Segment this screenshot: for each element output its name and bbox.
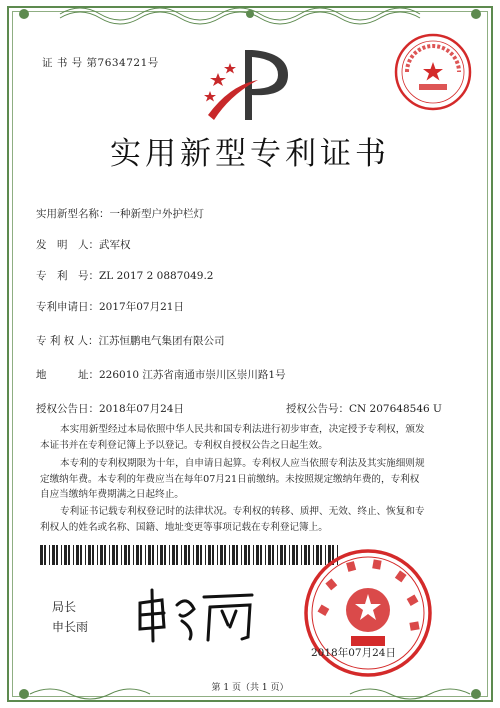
text-line: 本实用新型经过本局依照中华人民共和国专利法进行初步审查，决定授予专利权，颁发 bbox=[60, 424, 425, 435]
field-label: 专 利 权 人： bbox=[36, 335, 99, 347]
field-value: CN 207648546 U bbox=[349, 403, 442, 415]
paragraph-term bbox=[40, 456, 460, 503]
grant-number-field bbox=[286, 401, 442, 416]
text-line: 专利证书记载专利权登记时的法律状况。专利权的转移、质押、无效、终止、恢复和专 bbox=[60, 506, 425, 517]
inventor-field bbox=[36, 237, 131, 252]
barcode bbox=[40, 545, 340, 565]
director-name: 申长雨 bbox=[52, 620, 89, 634]
agency-seal bbox=[393, 32, 473, 112]
field-value: 武军权 bbox=[99, 239, 131, 251]
utility-model-name-field bbox=[36, 206, 204, 221]
filing-date-field bbox=[36, 299, 184, 314]
address-field bbox=[36, 367, 286, 382]
field-value: ZL 2017 2 0887049.2 bbox=[99, 270, 214, 282]
paragraph-status bbox=[40, 504, 460, 535]
patent-number-field bbox=[36, 268, 213, 283]
text-line: 利权人的姓名或名称、国籍、地址变更等事项记载在专利登记簿上。 bbox=[40, 521, 328, 533]
field-value: 2017年07月21日 bbox=[99, 301, 184, 313]
text-line: 定缴纳年费。本专利的年费应当在每年07月21日前缴纳。未按照规定缴纳年费的，专利权 bbox=[40, 473, 420, 485]
field-label: 地 址： bbox=[36, 369, 99, 381]
patent-office-logo bbox=[200, 45, 295, 125]
certificate-title: 实用新型专利证书 bbox=[110, 136, 390, 172]
paragraph-grant bbox=[40, 422, 460, 453]
page-number: 第 1 页（共 1 页） bbox=[211, 683, 289, 693]
field-value: 江苏恒鹏电气集团有限公司 bbox=[98, 335, 225, 347]
certificate-number: 证 书 号 第7634721号 bbox=[42, 57, 159, 69]
director-signature bbox=[132, 585, 262, 645]
field-label: 实用新型名称： bbox=[36, 208, 110, 220]
text-line: 本专利的专利权期限为十年，自申请日起算。专利权人应当依照专利法及其实施细则规 bbox=[60, 458, 425, 469]
field-value: 一种新型户外护栏灯 bbox=[109, 208, 204, 220]
text-line: 本证书并在专利登记簿上予以登记。专利权自授权公告之日起生效。 bbox=[40, 439, 328, 451]
text-line: 自应当缴纳年费期满之日起终止。 bbox=[40, 489, 184, 500]
field-label: 专 利 号： bbox=[36, 270, 99, 282]
patentee-field bbox=[36, 333, 225, 348]
grant-date-field bbox=[36, 401, 184, 416]
field-value: 2018年07月24日 bbox=[99, 403, 184, 415]
field-label: 授权公告号： bbox=[286, 403, 349, 415]
issue-date: 2018年07月24日 bbox=[311, 647, 396, 659]
field-label: 发 明 人： bbox=[36, 239, 99, 251]
field-label: 专利申请日： bbox=[36, 301, 99, 313]
top-ornament bbox=[0, 0, 500, 28]
director-title: 局长 bbox=[52, 600, 77, 614]
field-value: 226010 江苏省南通市崇川区崇川路1号 bbox=[99, 369, 286, 381]
field-label: 授权公告日： bbox=[36, 403, 99, 415]
